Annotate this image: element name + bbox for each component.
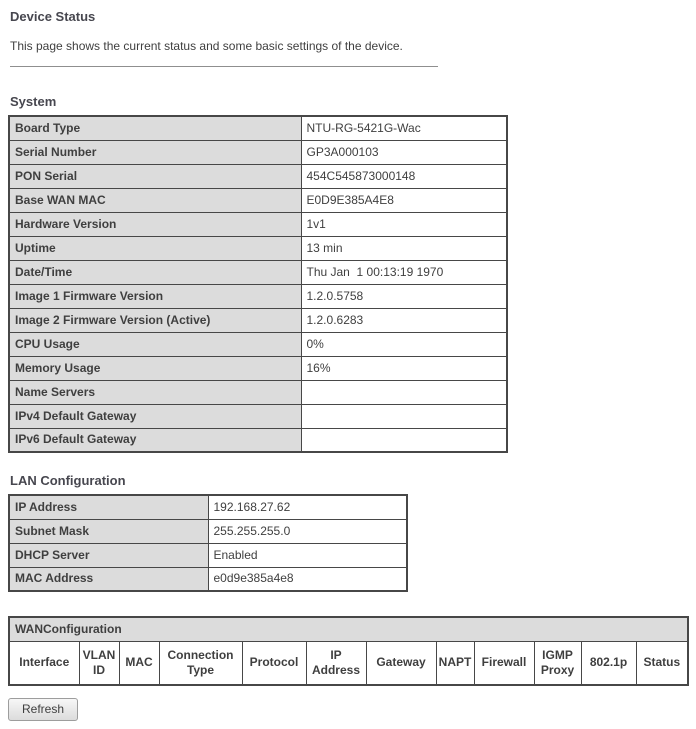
row-value: 1v1	[301, 212, 507, 236]
row-label: Hardware Version	[9, 212, 301, 236]
row-value: e0d9e385a4e8	[208, 567, 407, 591]
wan-column-header: MAC	[119, 641, 159, 685]
row-value	[301, 428, 507, 452]
row-value: 0%	[301, 332, 507, 356]
wan-header-row	[9, 641, 688, 685]
wan-column-header: NAPT	[436, 641, 474, 685]
row-value: 1.2.0.6283	[301, 308, 507, 332]
table-row	[9, 188, 507, 212]
table-row	[9, 284, 507, 308]
wan-column-header: Gateway	[366, 641, 436, 685]
table-row	[9, 164, 507, 188]
system-table-body	[9, 116, 507, 452]
wan-table	[8, 616, 689, 686]
row-label: IPv4 Default Gateway	[9, 404, 301, 428]
wan-column-header: IGMP Proxy	[534, 641, 581, 685]
row-label: IPv6 Default Gateway	[9, 428, 301, 452]
row-label: Subnet Mask	[9, 519, 208, 543]
wan-column-header: 802.1p	[581, 641, 636, 685]
row-value: GP3A000103	[301, 140, 507, 164]
row-label: PON Serial	[9, 164, 301, 188]
wan-column-header: Interface	[9, 641, 79, 685]
table-row	[9, 356, 507, 380]
wan-column-header: Protocol	[242, 641, 306, 685]
wan-heading: WANConfiguration	[9, 617, 688, 641]
table-row	[9, 260, 507, 284]
row-value: 16%	[301, 356, 507, 380]
table-row	[9, 308, 507, 332]
row-label: IP Address	[9, 495, 208, 519]
wan-column-header: VLAN ID	[79, 641, 119, 685]
row-label: MAC Address	[9, 567, 208, 591]
row-label: Image 1 Firmware Version	[9, 284, 301, 308]
system-heading: System	[10, 94, 57, 109]
row-label: Serial Number	[9, 140, 301, 164]
table-row	[9, 404, 507, 428]
row-label: Uptime	[9, 236, 301, 260]
table-row	[9, 212, 507, 236]
refresh-button[interactable]: Refresh	[8, 698, 78, 721]
row-label: Date/Time	[9, 260, 301, 284]
row-label: Name Servers	[9, 380, 301, 404]
row-label: Base WAN MAC	[9, 188, 301, 212]
table-row	[9, 332, 507, 356]
table-row	[9, 116, 507, 140]
row-value: Enabled	[208, 543, 407, 567]
row-label: Board Type	[9, 116, 301, 140]
row-label: Image 2 Firmware Version (Active)	[9, 308, 301, 332]
row-label: Memory Usage	[9, 356, 301, 380]
table-row	[9, 519, 407, 543]
wan-column-header: Status	[636, 641, 688, 685]
wan-column-header: IP Address	[306, 641, 366, 685]
system-table	[8, 115, 508, 453]
wan-column-header: Firewall	[474, 641, 534, 685]
row-value	[301, 380, 507, 404]
row-label: DHCP Server	[9, 543, 208, 567]
table-row	[9, 495, 407, 519]
lan-table-body	[9, 495, 407, 591]
table-row	[9, 236, 507, 260]
lan-heading: LAN Configuration	[10, 473, 126, 488]
row-value: E0D9E385A4E8	[301, 188, 507, 212]
table-row	[9, 140, 507, 164]
divider	[10, 66, 438, 67]
row-value: 454C545873000148	[301, 164, 507, 188]
row-value: 192.168.27.62	[208, 495, 407, 519]
table-row	[9, 428, 507, 452]
table-row	[9, 380, 507, 404]
wan-title-row	[9, 617, 688, 641]
row-value: Thu Jan 1 00:13:19 1970	[301, 260, 507, 284]
row-value: 1.2.0.5758	[301, 284, 507, 308]
row-value	[301, 404, 507, 428]
lan-table	[8, 494, 408, 592]
row-value: 13 min	[301, 236, 507, 260]
row-label: CPU Usage	[9, 332, 301, 356]
page-description: This page shows the current status and some basic settings of the device.	[10, 39, 403, 53]
row-value: 255.255.255.0	[208, 519, 407, 543]
row-value: NTU-RG-5421G-Wac	[301, 116, 507, 140]
wan-column-header: Connection Type	[159, 641, 242, 685]
table-row	[9, 543, 407, 567]
page-title: Device Status	[10, 9, 96, 24]
table-row	[9, 567, 407, 591]
